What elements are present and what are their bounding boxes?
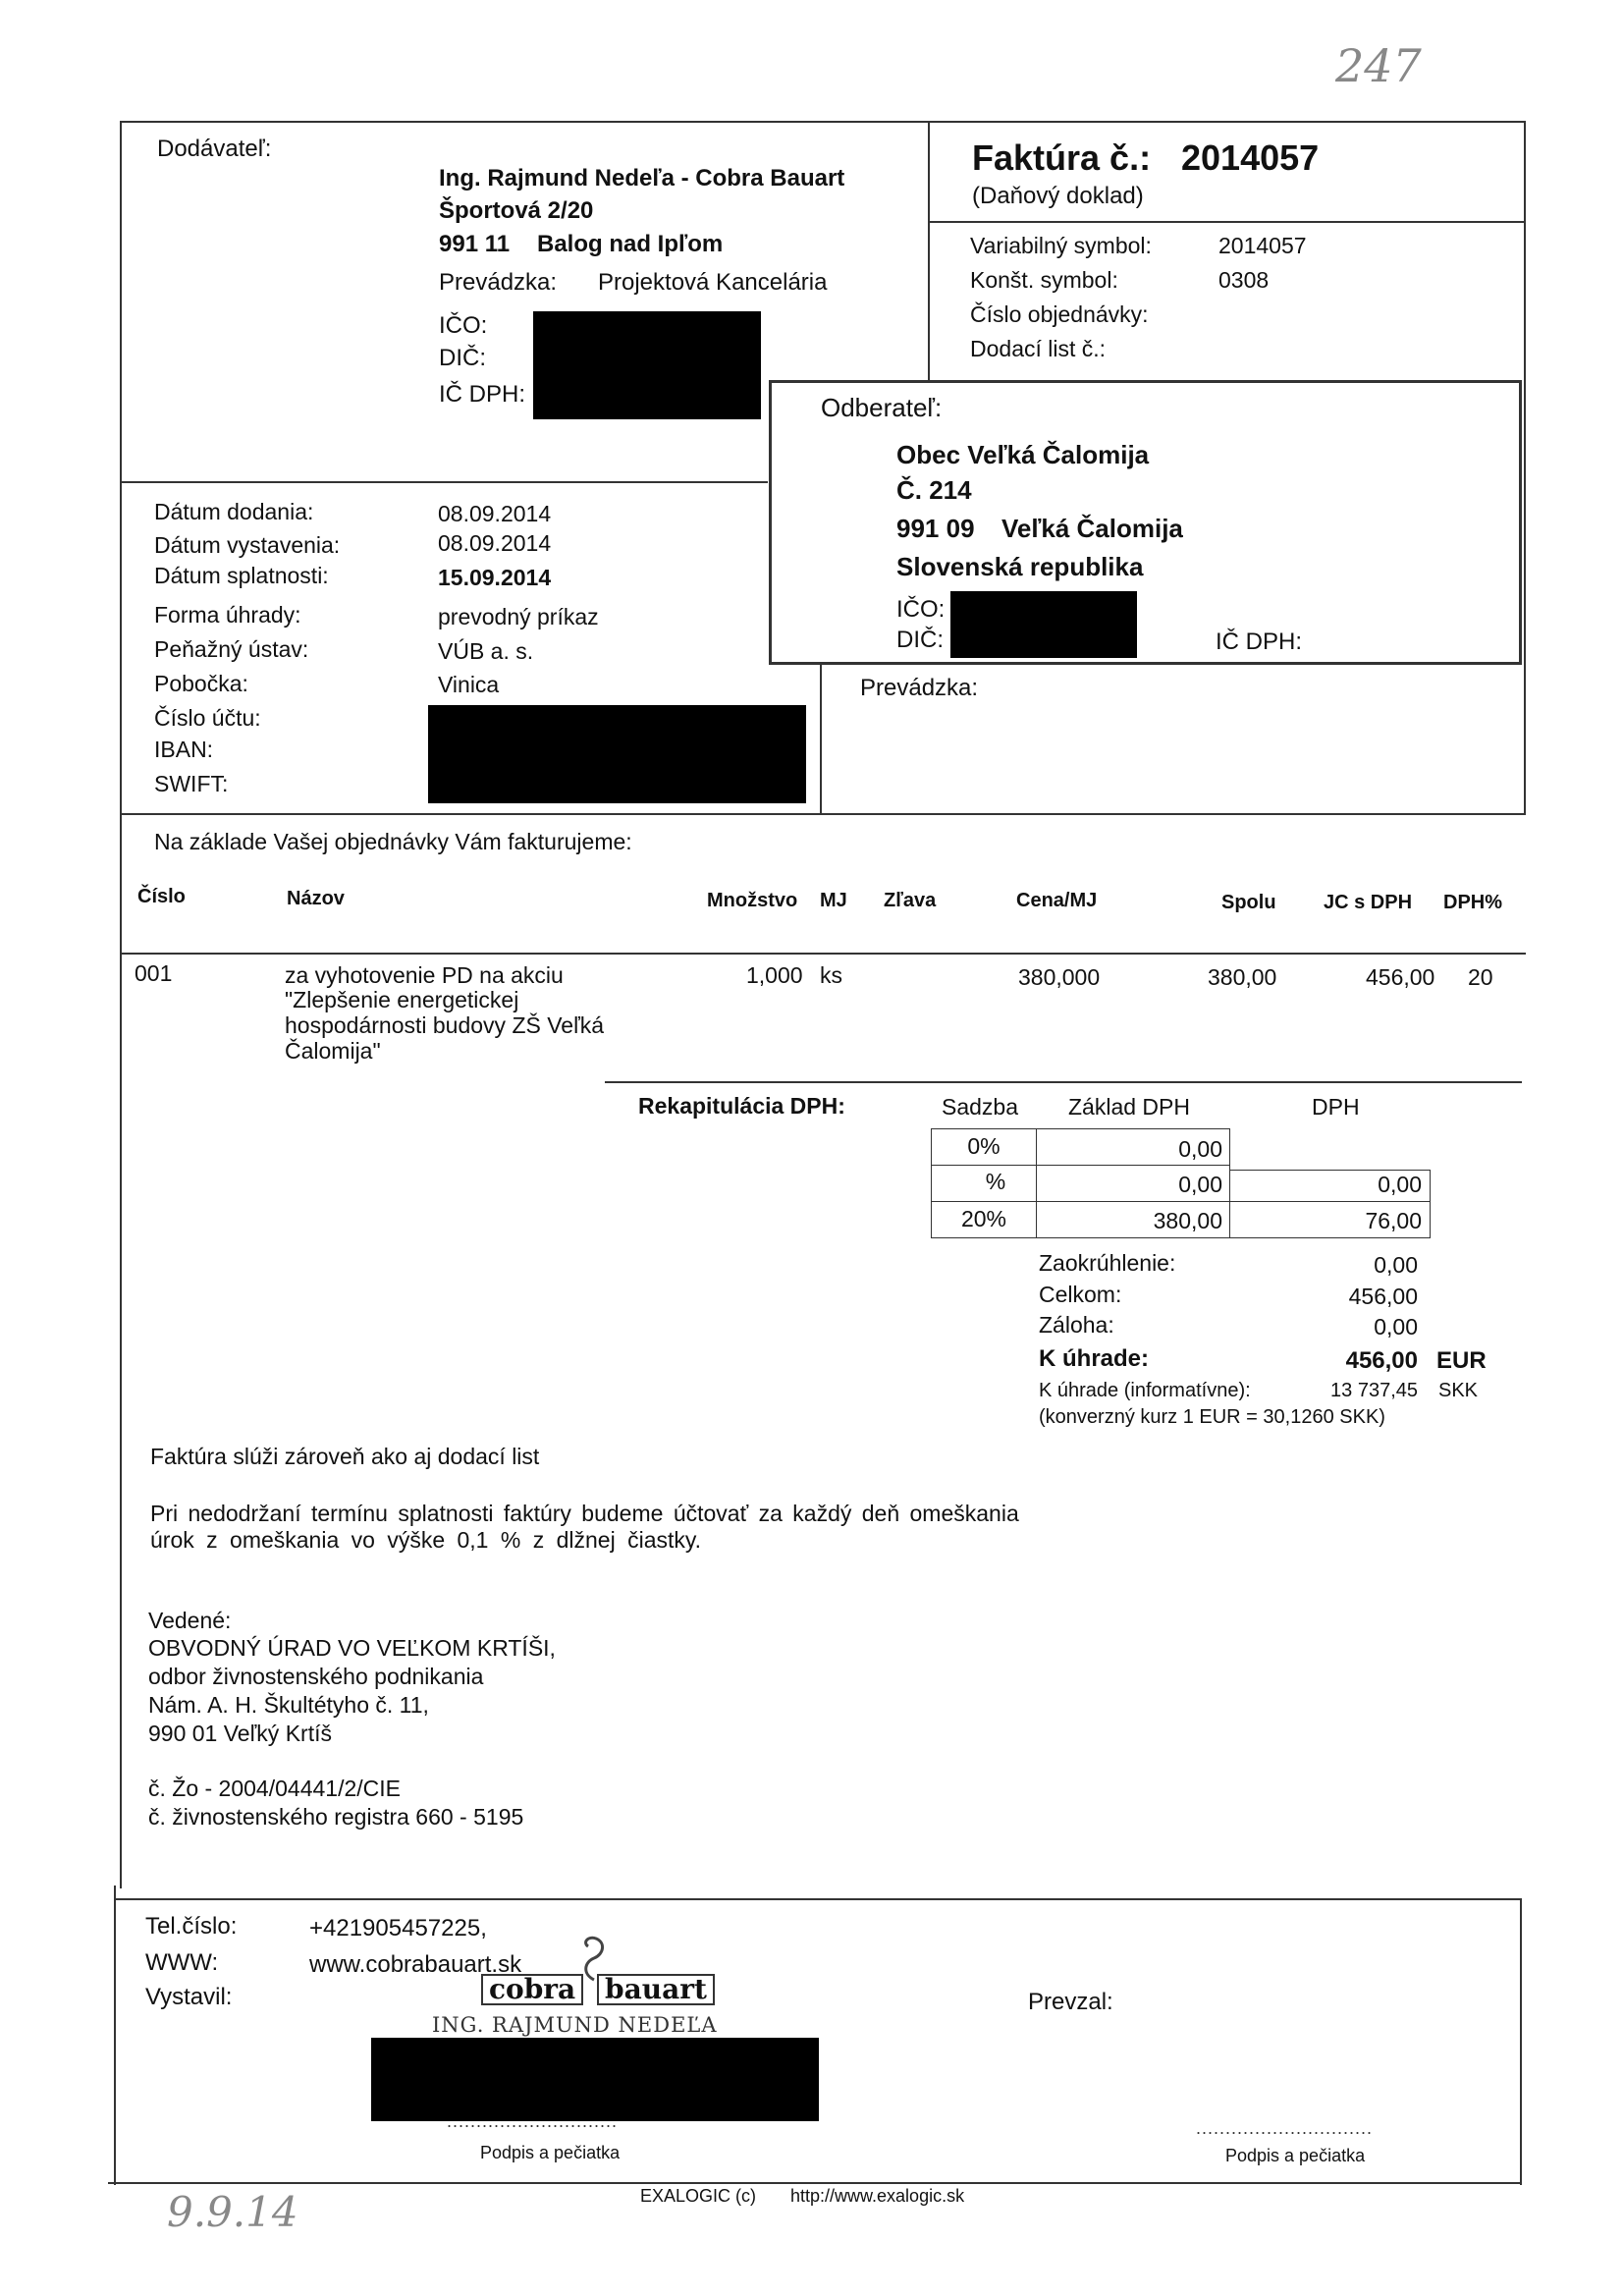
registry-line: OBVODNÝ ÚRAD VO VEĽKOM KRTÍŠI,	[148, 1635, 556, 1661]
table-header-underline	[120, 953, 1526, 955]
footer-top-line	[114, 1898, 1522, 1900]
customer-ico-label: IČO:	[896, 596, 946, 623]
info-amount: 13 737,45	[1330, 1380, 1418, 1401]
conversion-rate-note: (konverzný kurz 1 EUR = 30,1260 SKK)	[1039, 1406, 1385, 1428]
col-header-discount: Zľava	[884, 890, 937, 911]
customer-icdph-label: IČ DPH:	[1216, 629, 1303, 655]
registry-line: 990 01 Veľký Krtíš	[148, 1721, 332, 1746]
issued-by-label: Vystavil:	[145, 1984, 233, 2010]
supplier-icdph-label: IČ DPH:	[439, 381, 526, 408]
frame-right-line	[1524, 121, 1526, 815]
customer-premises-label: Prevádzka:	[860, 675, 979, 701]
frame-left-line	[120, 121, 122, 1888]
supplier-zip: 991 11	[439, 231, 511, 257]
phone: +421905457225,	[309, 1915, 487, 1941]
order-no-label: Číslo objednávky:	[970, 301, 1149, 327]
customer-label: Odberateľ:	[821, 393, 943, 422]
customer-dic-label: DIČ:	[896, 627, 944, 653]
customer-country: Slovenská republika	[896, 552, 1144, 581]
dates-divider-line	[820, 663, 822, 815]
signature-redaction	[371, 2038, 819, 2121]
frame-top-line	[120, 121, 1526, 123]
registry-line: č. živnostenského registra 660 - 5195	[148, 1804, 524, 1830]
info-amount-label: K úhrade (informatívne):	[1039, 1380, 1251, 1401]
vat-col-base: Základ DPH	[1068, 1094, 1190, 1120]
total: 456,00	[1348, 1284, 1418, 1309]
stamp-logo-right: bauart	[597, 1974, 715, 2005]
supplier-dic-label: DIČ:	[439, 345, 486, 371]
handwritten-date: 9.9.14	[167, 2188, 298, 2236]
signature-label-left: Podpis a pečiatka	[480, 2143, 621, 2162]
registry-line: č. Žo - 2004/04441/2/CIE	[148, 1776, 401, 1801]
handwritten-number: 247	[1335, 39, 1422, 92]
col-header-unit-price: Cena/MJ	[1016, 890, 1098, 911]
branch: Vinica	[438, 672, 500, 697]
col-header-name: Názov	[287, 888, 345, 909]
amount-due: 456,00	[1345, 1347, 1418, 1374]
invoice-intro: Na základe Vašej objednávky Vám fakturujeme:	[154, 829, 632, 854]
penalty-note: úrok z omeškania vo výške 0,1 % z dlžnej čiastky.	[150, 1527, 702, 1553]
delivery-date: 08.09.2014	[438, 501, 552, 526]
col-header-unit: MJ	[820, 890, 847, 911]
branch-label: Pobočka:	[154, 671, 248, 696]
amount-due-currency: EUR	[1436, 1347, 1487, 1374]
row-total: 380,00	[1208, 964, 1277, 990]
bank-account-redaction	[428, 705, 806, 803]
iban-label: IBAN:	[154, 737, 214, 762]
invoice-title-underline	[928, 221, 1526, 223]
vat-summary-label: Rekapitulácia DPH:	[638, 1093, 845, 1119]
vat-rate: 20%	[960, 1206, 1007, 1231]
account-label: Číslo účtu:	[154, 705, 261, 731]
received-by-label: Prevzal:	[1028, 1989, 1113, 2015]
supplier-name: Ing. Rajmund Nedeľa - Cobra Bauart	[439, 165, 845, 191]
delivery-note-label: Dodací list č.:	[970, 336, 1107, 361]
deposit-label: Záloha:	[1039, 1312, 1114, 1338]
var-symbol-label: Variabilný symbol:	[970, 233, 1152, 258]
amount-due-label: K úhrade:	[1039, 1345, 1150, 1372]
customer-city: Veľká Čalomija	[1001, 514, 1183, 543]
software-credit: EXALOGIC (c)	[640, 2186, 757, 2206]
supplier-street: Športová 2/20	[439, 197, 594, 224]
signature-line-right: ..............................	[1196, 2118, 1374, 2138]
vat-rate: 0%	[967, 1133, 1001, 1159]
due-date: 15.09.2014	[438, 565, 552, 590]
supplier-ids-redaction	[533, 311, 761, 419]
customer-street: Č. 214	[896, 475, 972, 505]
vat-base: 380,00	[1153, 1208, 1222, 1233]
col-header-vat-pct: DPH%	[1443, 892, 1503, 913]
row-number: 001	[135, 960, 173, 986]
row-unit-price-vat: 456,00	[1366, 964, 1435, 990]
vat-col-vat: DPH	[1312, 1094, 1360, 1120]
invoice-number: 2014057	[1181, 137, 1320, 178]
row-unit: ks	[820, 962, 842, 988]
vat-summary-top-line	[605, 1081, 1522, 1083]
invoice-title-label: Faktúra č.:	[972, 137, 1152, 178]
const-symbol: 0308	[1218, 267, 1270, 293]
invoice-left-line	[928, 121, 930, 381]
due-date-label: Dátum splatnosti:	[154, 563, 329, 588]
supplier-premises: Projektová Kancelária	[598, 269, 828, 296]
phone-label: Tel.číslo:	[145, 1913, 238, 1940]
supplier-divider-line	[120, 481, 768, 483]
signature-label-right: Podpis a pečiatka	[1225, 2146, 1366, 2165]
total-label: Celkom:	[1039, 1282, 1122, 1307]
row-quantity: 1,000	[746, 962, 803, 988]
vat-amount: 0,00	[1378, 1172, 1422, 1197]
footer-bottom-line	[108, 2182, 1522, 2184]
vat-col-rate: Sadzba	[942, 1094, 1019, 1120]
rounding: 0,00	[1374, 1252, 1418, 1278]
software-link[interactable]: http://www.exalogic.sk	[790, 2186, 965, 2206]
registry-line: Nám. A. H. Škultétyho č. 11,	[148, 1692, 429, 1718]
col-header-number: Číslo	[137, 886, 186, 907]
vat-amount: 76,00	[1365, 1208, 1422, 1233]
vat-base: 0,00	[1178, 1172, 1222, 1197]
frame-right-lower-line	[1520, 1900, 1522, 2185]
var-symbol: 2014057	[1218, 233, 1307, 258]
customer-zip: 991 09	[896, 514, 975, 543]
customer-name: Obec Veľká Čalomija	[896, 440, 1150, 469]
delivery-note-statement: Faktúra slúži zároveň ako aj dodací list	[150, 1444, 540, 1469]
col-header-quantity: Množstvo	[707, 890, 798, 911]
row-name-line: "Zlepšenie energetickej	[285, 987, 519, 1012]
vat-rate: %	[985, 1169, 1006, 1194]
issue-date: 08.09.2014	[438, 530, 552, 556]
row-name-line: hospodárnosti budovy ZŠ Veľká	[285, 1012, 605, 1038]
frame-left-lower-line	[114, 1886, 116, 2185]
supplier-city: Balog nad Ipľom	[537, 231, 724, 257]
const-symbol-label: Konšt. symbol:	[970, 267, 1118, 293]
payment-method-label: Forma úhrady:	[154, 602, 301, 628]
col-header-unit-price-vat: JC s DPH	[1324, 892, 1413, 913]
invoice-subtitle: (Daňový doklad)	[972, 183, 1144, 209]
row-vat-pct: 20	[1468, 964, 1493, 990]
info-currency: SKK	[1438, 1380, 1479, 1401]
stamp-name: ING. RAJMUND NEDEĽA	[432, 2013, 718, 2037]
payment-method: prevodný príkaz	[438, 604, 599, 629]
supplier-label: Dodávateľ:	[157, 136, 272, 162]
row-name-line: Čalomija"	[285, 1038, 381, 1064]
issue-date-label: Dátum vystavenia:	[154, 532, 341, 558]
row-name-line: za vyhotovenie PD na akciu	[285, 962, 564, 988]
col-header-total: Spolu	[1221, 892, 1276, 913]
bank: VÚB a. s.	[438, 638, 534, 664]
stamp-logo-left: cobra	[481, 1974, 583, 2005]
customer-ids-redaction	[950, 591, 1137, 658]
registry-line: odbor živnostenského podnikania	[148, 1664, 484, 1689]
registry-line: Vedené:	[148, 1608, 232, 1633]
swift-label: SWIFT:	[154, 771, 229, 796]
penalty-note: Pri nedodržaní termínu splatnosti faktúry budeme účtovať za každý deň omeškania	[150, 1501, 1019, 1526]
supplier-ico-label: IČO:	[439, 312, 488, 339]
rounding-label: Zaokrúhlenie:	[1039, 1250, 1176, 1276]
vat-base: 0,00	[1178, 1136, 1222, 1162]
deposit: 0,00	[1374, 1314, 1418, 1339]
delivery-date-label: Dátum dodania:	[154, 499, 314, 524]
web-label: WWW:	[145, 1949, 219, 1976]
row-unit-price: 380,000	[1018, 964, 1101, 990]
web-link[interactable]: www.cobrabauart.sk	[309, 1951, 522, 1978]
header-bottom-line	[120, 813, 1526, 815]
signature-line-left: .............................	[447, 2111, 619, 2131]
supplier-premises-label: Prevádzka:	[439, 269, 558, 296]
company-stamp	[432, 1935, 727, 2043]
bank-label: Peňažný ústav:	[154, 636, 309, 662]
